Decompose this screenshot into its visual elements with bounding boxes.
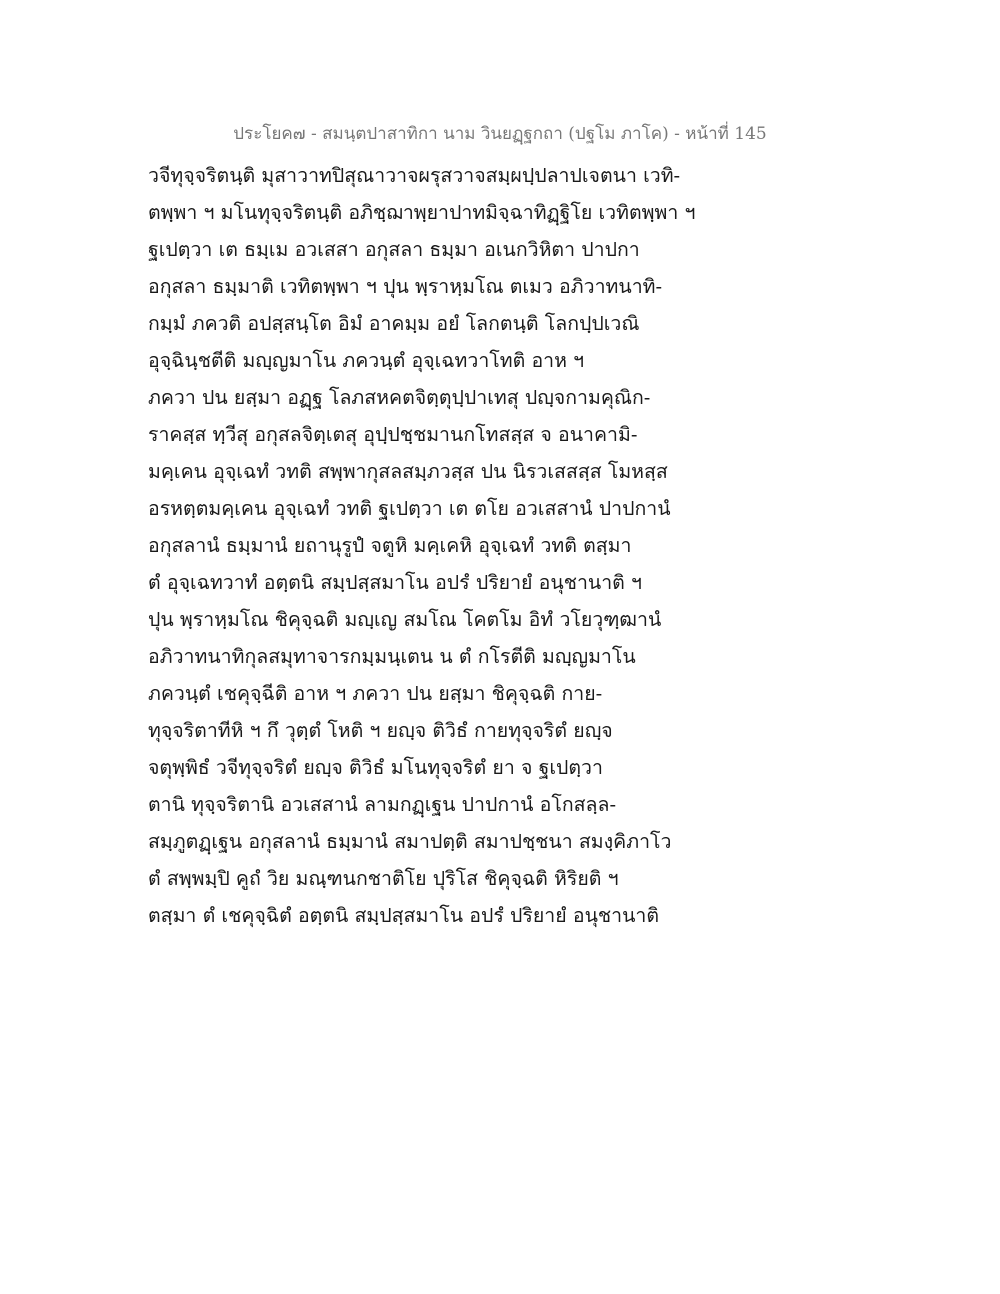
text-line: ตานิ ทุจฺจริตานิ อวเสสานํ ลามกฏฺเฐน ปาปกานํ อโกสลฺล- xyxy=(148,793,617,816)
text-line: ทุจฺจริตาทีหิ ฯ กึ วุตฺตํ โหติ ฯ ยญฺจ ติวิธํ กายทุจฺจริตํ ยญฺจ xyxy=(148,719,613,742)
text-line: อภิวาทนาทิกุลสมุทาจารกมฺมนฺเตน น ตํ กโรตีติ มญฺญมาโน xyxy=(148,645,636,668)
text-line: ตสฺมา ตํ เชคุจฺฉิตํ อตฺตนิ สมฺปสฺสมาโน อปรํ ปริยายํ อนุชานาติ xyxy=(148,904,660,927)
text-line: ภควนฺตํ เชคุจฺฉีติ อาห ฯ ภควา ปน ยสฺมา ชิคุจฺฉติ กาย- xyxy=(148,682,603,705)
text-line: ปุน พฺราหฺมโณ ชิคุจฺฉติ มญฺเญ สมโณ โคตโม อิทํ วโยวุฑฺฒานํ xyxy=(148,608,662,631)
text-line: ตํ สพฺพมฺปิ คูถํ วิย มณฺฑนกชาติโย ปุริโส ชิคุจฺฉติ หิริยติ ฯ xyxy=(148,867,619,890)
text-line: ตํ อุจฺเฉทวาทํ อตฺตนิ สมฺปสฺสมาโน อปรํ ปริยายํ อนุชานาติ ฯ xyxy=(148,571,642,594)
text-line: ภควา ปน ยสฺมา อฏฺฐ โลภสหคตจิตฺตุปฺปาเทสุ ปญฺจกามคุณิก- xyxy=(148,386,651,409)
text-line: อุจฺฉินฺชตีติ มญฺญมาโน ภควนฺตํ อุจฺเฉทวาโทติ อาห ฯ xyxy=(148,349,585,372)
text-line: วจีทุจฺจริตนฺติ มุสาวาทปิสุณาวาจผรุสวาจสมฺผปฺปลาปเจตนา เวทิ- xyxy=(148,164,681,187)
text-line: จตุพฺพิธํ วจีทุจฺจริตํ ยญฺจ ติวิธํ มโนทุจฺจริตํ ยา จ ฐเปตฺวา xyxy=(148,756,603,779)
text-line: อรหตฺตมคฺเคน อุจฺเฉทํ วทติ ฐเปตฺวา เต ตโย อวเสสานํ ปาปกานํ xyxy=(148,497,671,520)
text-line: กมฺมํ ภควติ อปสฺสนฺโต อิมํ อาคมฺม อยํ โลกตนฺติ โลกปฺปเวณิ xyxy=(148,312,640,335)
text-line: มคฺเคน อุจฺเฉทํ วทติ สพฺพากุสลสมฺภวสฺส ปน นิรวเสสสฺส โมหสฺส xyxy=(148,460,668,483)
text-line: ราคสฺส ทฺวีสุ อกุสลจิตฺเตสุ อุปฺปชฺชมานกโทสสฺส จ อนาคามิ- xyxy=(148,423,638,446)
text-line: ตพฺพา ฯ มโนทุจฺจริตนฺติ อภิชฺฌาพฺยาปาทมิจฺฉาทิฏฺฐิโย เวทิตพฺพา ฯ xyxy=(148,201,696,224)
text-line: อกุสลา ธมฺมาติ เวทิตพฺพา ฯ ปุน พฺราหฺมโณ ตเมว อภิวาทนาทิ- xyxy=(148,275,663,298)
body-text xyxy=(148,157,888,934)
page-header: ประโยค๗ - สมนฺตปาสาทิกา นาม วินยฏฺฐกถา (ปฐโม ภาโค) - หน้าที่ 145 xyxy=(233,124,767,144)
text-line: ฐเปตฺวา เต ธมฺเม อวเสสา อกุสลา ธมฺมา อเนกวิหิตา ปาปกา xyxy=(148,238,640,261)
text-line: อกุสลานํ ธมฺมานํ ยถานุรูปํ จตูหิ มคฺเคหิ อุจฺเฉทํ วทติ ตสฺมา xyxy=(148,534,632,557)
text-line: สมฺภูตฏฺเฐน อกุสลานํ ธมฺมานํ สมาปตฺติ สมาปชฺชนา สมงฺคิภาโว xyxy=(148,830,672,853)
